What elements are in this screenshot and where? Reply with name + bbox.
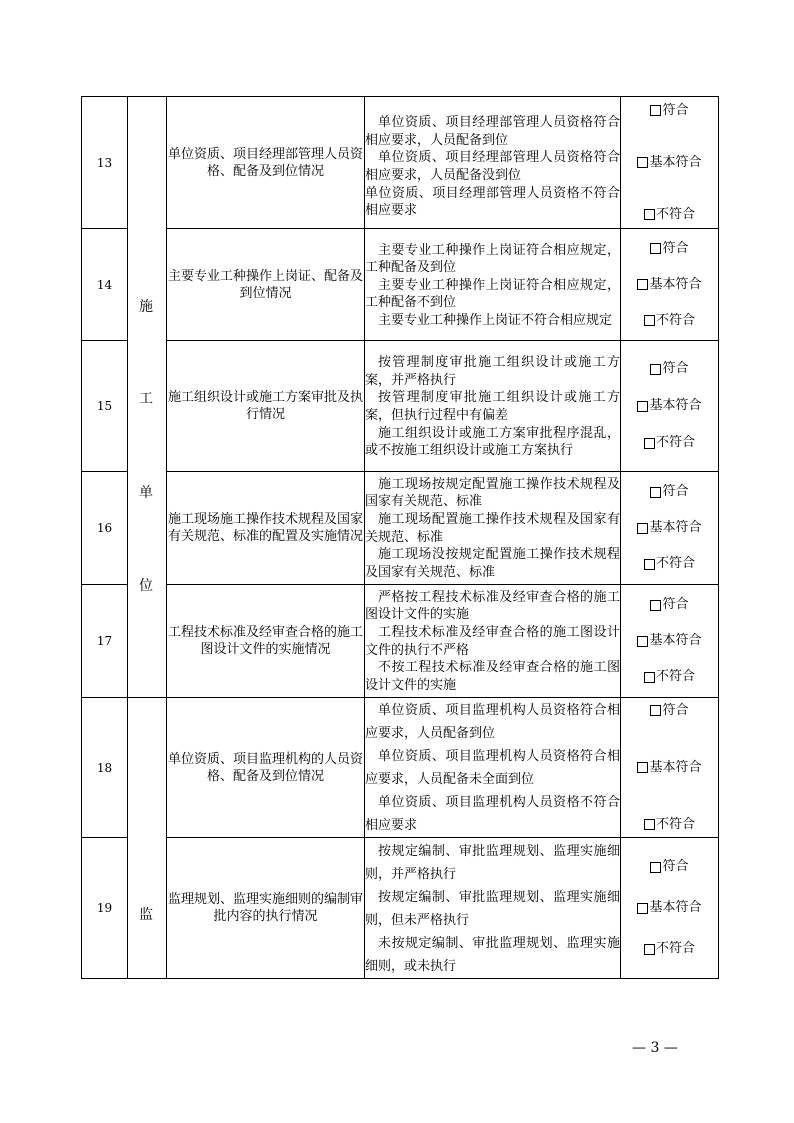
option-label: 基本符合	[649, 154, 702, 170]
checkbox-icon[interactable]	[650, 243, 661, 254]
table-row	[82, 229, 719, 341]
check-item: 单位资质、项目监理机构的人员资格、配备及到位情况	[167, 698, 365, 838]
check-item: 监理规划、监理实施细则的编制审批内容的执行情况	[167, 838, 365, 979]
standard-line: 按管理制度审批施工组织设计或施工方案，并严格执行	[365, 355, 620, 388]
option-label: 不符合	[655, 206, 695, 222]
checkbox-icon[interactable]	[644, 819, 655, 830]
option-nonconform[interactable]	[644, 817, 695, 833]
unit-label-char: 单	[139, 485, 153, 501]
option-nonconform[interactable]	[644, 669, 695, 685]
option-basic-conform[interactable]	[637, 155, 701, 171]
checkbox-icon[interactable]	[644, 438, 655, 449]
standard-line: 主要专业工种操作上岗证符合相应规定，工种配备及到位	[365, 242, 620, 276]
option-basic-conform[interactable]	[637, 398, 701, 414]
option-label: 不符合	[655, 941, 695, 956]
result-cell	[621, 585, 719, 698]
option-nonconform[interactable]	[644, 941, 695, 957]
checkbox-icon[interactable]	[650, 105, 661, 116]
standard-line: 施工现场配置施工操作技术规程及国家有关规范、标准	[365, 511, 620, 545]
option-conform[interactable]	[650, 241, 688, 257]
option-nonconform[interactable]	[644, 207, 695, 223]
option-nonconform[interactable]	[644, 435, 695, 451]
option-label: 符合	[662, 597, 689, 612]
checkbox-icon[interactable]	[637, 523, 648, 534]
option-conform[interactable]	[650, 597, 688, 613]
row-number: 14	[82, 229, 128, 341]
standard-line: 单位资质、项目监理机构人员资格符合相应要求，人员配备未全面到位	[365, 749, 620, 787]
checkbox-icon[interactable]	[644, 559, 655, 570]
option-nonconform[interactable]	[644, 313, 695, 329]
standard-line: 主要专业工种操作上岗证不符合相应规定	[378, 312, 613, 328]
option-label: 符合	[662, 484, 689, 499]
standard-text	[365, 698, 621, 838]
checkbox-icon[interactable]	[637, 279, 648, 290]
standard-line: 单位资质、项目监理机构人员资格符合相应要求，人员配备到位	[365, 703, 620, 741]
unit-cell-supervision	[128, 698, 167, 979]
standard-line: 单位资质、项目经理部管理人员资格不符合相应要求	[365, 185, 620, 219]
option-label: 基本符合	[649, 276, 702, 292]
check-item: 工程技术标准及经审查合格的施工图设计文件的实施情况	[167, 585, 365, 698]
option-basic-conform[interactable]	[637, 900, 701, 916]
checkbox-icon[interactable]	[650, 364, 661, 375]
checkbox-icon[interactable]	[650, 600, 661, 611]
option-conform[interactable]	[650, 703, 688, 719]
unit-label-char: 监	[139, 907, 153, 923]
table-row	[82, 698, 719, 838]
row-number: 13	[82, 97, 128, 229]
standard-line: 主要专业工种操作上岗证符合相应规定，工种配备不到位	[365, 277, 620, 311]
option-label: 不符合	[655, 669, 695, 684]
checkbox-icon[interactable]	[644, 209, 655, 220]
result-cell	[621, 472, 719, 585]
option-basic-conform[interactable]	[637, 520, 701, 536]
option-label: 符合	[662, 361, 689, 376]
table-row	[82, 472, 719, 585]
table-row	[82, 97, 719, 229]
option-label: 不符合	[655, 435, 695, 450]
standard-text	[365, 838, 621, 979]
checkbox-icon[interactable]	[644, 672, 655, 683]
checkbox-icon[interactable]	[637, 903, 648, 914]
checkbox-icon[interactable]	[644, 944, 655, 955]
option-label: 基本符合	[649, 759, 702, 775]
page-number: — 3 —	[632, 1040, 678, 1056]
check-item: 施工现场施工操作技术规程及国家有关规范、标准的配置及实施情况	[167, 472, 365, 585]
checkbox-icon[interactable]	[650, 862, 661, 873]
standard-line: 严格按工程技术标准及经审查合格的施工图设计文件的实施	[365, 589, 620, 623]
standard-text	[365, 341, 621, 472]
standard-line: 按管理制度审批施工组织设计或施工方案，但执行过程中有偏差	[365, 390, 620, 423]
table-row	[82, 341, 719, 472]
result-cell	[621, 838, 719, 979]
checkbox-icon[interactable]	[650, 487, 661, 498]
checkbox-icon[interactable]	[637, 636, 648, 647]
option-conform[interactable]	[650, 361, 688, 377]
table-row	[82, 838, 719, 979]
standard-line: 单位资质、项目监理机构人员资格不符合相应要求	[365, 795, 620, 833]
option-label: 符合	[662, 240, 689, 256]
option-label: 不符合	[655, 556, 695, 571]
standard-line: 单位资质、项目经理部管理人员资格符合相应要求，人员配备没到位	[365, 150, 620, 183]
option-conform[interactable]	[650, 859, 688, 875]
checkbox-icon[interactable]	[650, 705, 661, 716]
row-number: 18	[82, 698, 128, 838]
standard-text	[365, 97, 621, 229]
unit-label-char: 施	[139, 299, 153, 315]
checkbox-icon[interactable]	[637, 762, 648, 773]
option-basic-conform[interactable]	[637, 277, 701, 293]
result-cell	[621, 229, 719, 341]
option-label: 基本符合	[649, 900, 702, 915]
row-number: 19	[82, 838, 128, 979]
check-item: 单位资质、项目经理部管理人员资格、配备及到位情况	[167, 97, 365, 229]
standard-line: 未按规定编制、审批监理规划、监理实施细则，或未执行	[365, 936, 620, 974]
option-label: 符合	[662, 702, 689, 718]
table-row	[82, 585, 719, 698]
option-conform[interactable]	[650, 103, 688, 119]
inspection-table	[81, 96, 719, 979]
row-number: 17	[82, 585, 128, 698]
row-number: 16	[82, 472, 128, 585]
standard-line: 单位资质、项目经理部管理人员资格符合相应要求，人员配备到位	[365, 115, 620, 148]
option-label: 符合	[662, 102, 689, 118]
result-cell	[621, 698, 719, 838]
standard-line: 按规定编制、审批监理规划、监理实施细则，但未严格执行	[365, 890, 620, 928]
standard-text	[365, 585, 621, 698]
row-number: 15	[82, 341, 128, 472]
unit-label-char: 工	[139, 391, 153, 407]
standard-line: 施工现场按规定配置施工操作技术规程及国家有关规范、标准	[365, 476, 620, 510]
standard-text	[365, 472, 621, 585]
standard-line: 不按工程技术标准及经审查合格的施工图设计文件的实施	[365, 660, 620, 693]
option-basic-conform[interactable]	[637, 760, 701, 776]
option-conform[interactable]	[650, 484, 688, 500]
unit-label-char: 位	[139, 578, 153, 594]
option-label: 不符合	[655, 312, 695, 328]
option-label: 基本符合	[649, 520, 702, 535]
option-nonconform[interactable]	[644, 556, 695, 572]
result-cell	[621, 97, 719, 229]
standard-line: 工程技术标准及经审查合格的施工图设计文件的执行不严格	[365, 624, 620, 658]
option-label: 不符合	[655, 816, 695, 832]
checkbox-icon[interactable]	[637, 157, 648, 168]
standard-line: 施工现场没按规定配置施工操作技术规程及国家有关规范、标准	[365, 547, 620, 580]
check-item: 主要专业工种操作上岗证、配备及到位情况	[167, 229, 365, 341]
standard-line: 施工组织设计或施工方案审批程序混乱，或不按施工组织设计或施工方案执行	[365, 425, 620, 459]
option-label: 基本符合	[649, 398, 702, 413]
option-basic-conform[interactable]	[637, 633, 701, 649]
checkbox-icon[interactable]	[637, 401, 648, 412]
option-label: 符合	[662, 859, 689, 874]
option-label: 基本符合	[649, 633, 702, 648]
standard-line: 按规定编制、审批监理规划、监理实施细则，并严格执行	[365, 844, 620, 882]
standard-text	[365, 229, 621, 341]
checkbox-icon[interactable]	[644, 315, 655, 326]
result-cell	[621, 341, 719, 472]
check-item: 施工组织设计或施工方案审批及执行情况	[167, 341, 365, 472]
